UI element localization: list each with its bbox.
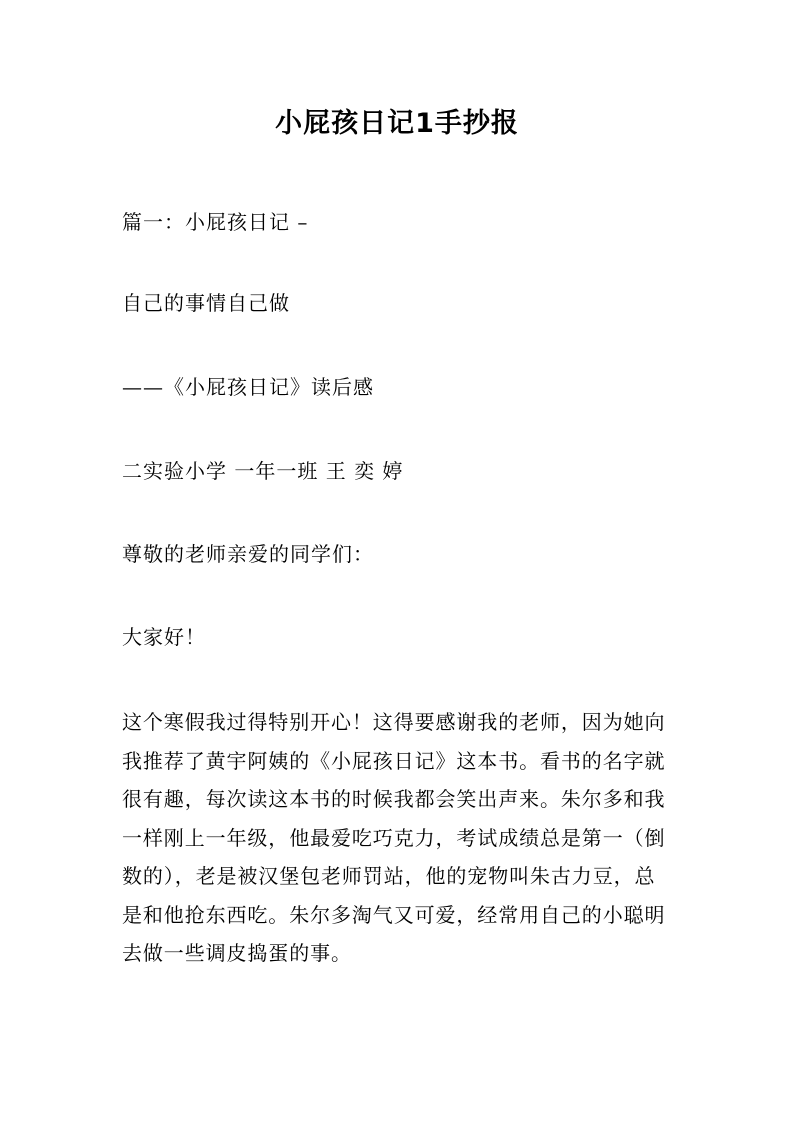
paragraph-line: 数的），老是被汉堡包老师罚站，他的宠物叫朱古力豆，总: [122, 864, 656, 888]
essay-subtitle: ——《小屁孩日记》读后感: [122, 375, 374, 399]
paragraph-line: 是和他抢东西吃。朱尔多淘气又可爱，经常用自己的小聪明: [122, 902, 666, 927]
greeting: 大家好！: [122, 625, 206, 649]
paragraph-line: 这个寒假我过得特别开心！这得要感谢我的老师，因为她向: [122, 710, 666, 734]
salutation: 尊敬的老师亲爱的同学们：: [122, 542, 374, 566]
paragraph-line: 我推荐了黄宇阿姨的《小屁孩日记》这本书。看书的名字就: [122, 748, 666, 773]
paragraph-line: 去做一些调皮捣蛋的事。: [122, 941, 352, 965]
chapter-heading: 篇一：小屁孩日记 –: [122, 210, 309, 234]
body-paragraph: [122, 703, 674, 973]
paragraph-line: 一样刚上一年级，他最爱吃巧克力，考试成绩总是第一（倒: [122, 825, 666, 850]
paragraph-line: 很有趣，每次读这本书的时候我都会笑出声来。朱尔多和我: [122, 787, 666, 811]
author-line: 二实验小学 一年一班 王 奕 婷: [122, 459, 404, 483]
essay-title: 自己的事情自己做: [122, 291, 290, 315]
document-title: 小屁孩日记1手抄报: [275, 108, 519, 139]
